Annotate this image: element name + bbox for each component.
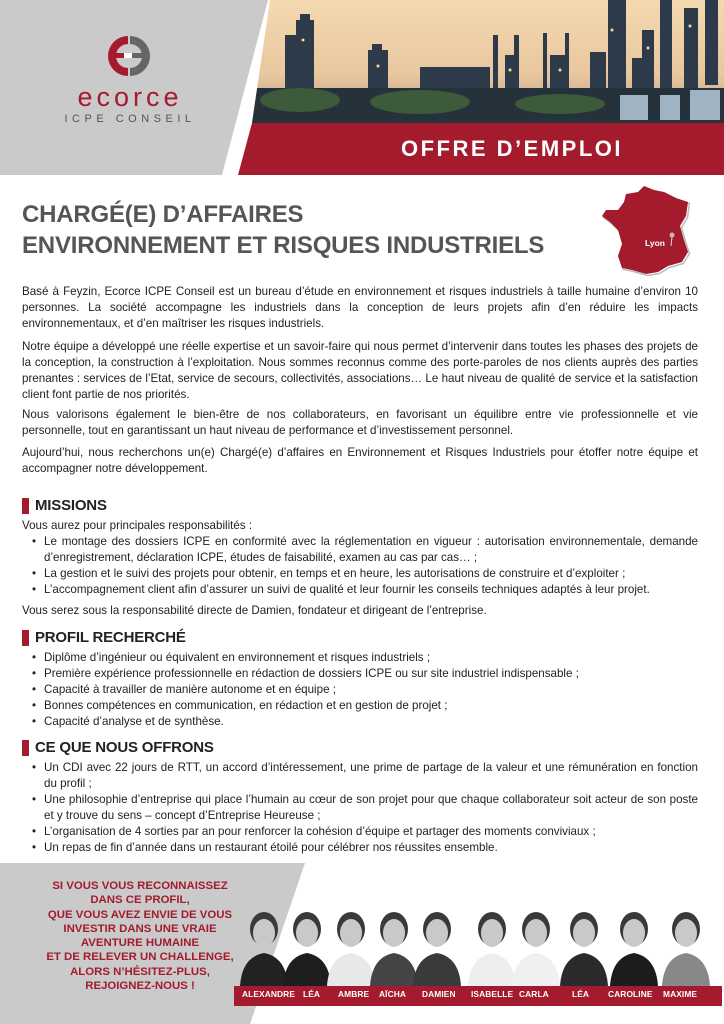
cta-line: DANS CE PROFIL, xyxy=(90,894,190,907)
list-item: • L’accompagnement client afin d’assurer un suivi de qualité et leur fournir les conseils techniques adaptés à leur projet. xyxy=(32,583,650,596)
missions-title: MISSIONS xyxy=(35,497,107,514)
cta-line: REJOIGNEZ-NOUS ! xyxy=(85,980,195,993)
job-title-line-1: CHARGÉ(E) D’AFFAIRES xyxy=(22,201,304,228)
offre-heading xyxy=(22,739,214,756)
team-member-portrait xyxy=(413,912,461,986)
team-member-portrait xyxy=(610,912,658,986)
bullet-icon: • xyxy=(32,715,37,728)
list-item: • Capacité d’analyse et de synthèse. xyxy=(32,715,224,728)
team-member-name: CARLA xyxy=(519,989,549,999)
missions-list xyxy=(32,534,698,598)
job-title xyxy=(22,199,544,261)
list-item: • Bonnes compétences en communication, en rédaction et en gestion de projet ; xyxy=(32,699,448,712)
header xyxy=(0,0,724,175)
team-member-name: ISABELLE xyxy=(471,989,514,999)
cta-line: AVENTURE HUMAINE xyxy=(80,937,200,950)
team-member-name: DAMIEN xyxy=(422,989,456,999)
bullet-icon: • xyxy=(32,583,37,596)
offre-list xyxy=(32,760,698,856)
team-member-portrait xyxy=(283,912,331,986)
profil-heading xyxy=(22,629,186,646)
list-item: • Une philosophie d’entreprise qui place l’humain au cœur de son projet pour que chaque collaborateur soit acteur de son poste et y trouve du sens – concept d’Entreprise Heureuse ; xyxy=(32,793,698,822)
bullet-icon: • xyxy=(32,841,37,854)
france-map-icon xyxy=(598,182,698,282)
team-member-name: ALEXANDRE xyxy=(242,989,296,999)
intro-paragraph-1: Basé à Feyzin, Ecorce ICPE Conseil est un bureau d’étude en environnement et risques industriels à taille humaine d’environ 10 personnes. La société accompagne les industriels dans la conception de leurs projets afin d’en réduire les impacts environnementaux, et d’en maîtriser les risques industriels. xyxy=(22,285,698,330)
cta-line: INVESTIR DANS UNE VRAIE xyxy=(63,922,217,935)
bullet-icon: • xyxy=(32,793,37,806)
cta-line: ALORS N’HÉSITEZ-PLUS, xyxy=(70,965,210,978)
list-item: • La gestion et le suivi des projets pour obtenir, en temps et en heure, les autorisations de construire et d’exploiter ; xyxy=(32,567,626,580)
section-marker xyxy=(22,498,29,514)
cta-line: SI VOUS VOUS RECONNAISSEZ xyxy=(52,880,228,892)
list-item: • Première expérience professionnelle en rédaction de dossiers ICPE ou sur site industriel indispensable ; xyxy=(32,667,579,680)
list-item: • Le montage des dossiers ICPE en conformité avec la réglementation en vigueur : autorisation environnementale, demande d’enregistrement, déclaration ICPE, études de faisabilité, examen au cas par cas… ; xyxy=(32,535,698,564)
missions-heading xyxy=(22,497,107,514)
team-member-name: AMBRE xyxy=(338,989,370,999)
list-item: • Un CDI avec 22 jours de RTT, un accord d’intéressement, une prime de partage de la valeur et une rémunération en fonction du profil ; xyxy=(32,761,698,790)
team-member-portrait xyxy=(240,912,288,986)
team-member-name: LÉA xyxy=(572,989,590,999)
bullet-icon: • xyxy=(32,567,37,580)
ecorce-logo xyxy=(40,30,220,130)
list-item: • L’organisation de 4 sorties par an pour renforcer la cohésion d’équipe et partager des moments conviviaux ; xyxy=(32,825,596,838)
bullet-icon: • xyxy=(32,667,37,680)
logo-wordmark: ecorce xyxy=(77,82,183,112)
team-member-portrait xyxy=(370,912,418,986)
team-member-portrait xyxy=(560,912,608,986)
team-member-portrait xyxy=(512,912,560,986)
missions-lead: Vous aurez pour principales responsabilités : xyxy=(22,519,253,532)
bullet-icon: • xyxy=(32,699,37,712)
bullet-icon: • xyxy=(32,761,37,774)
bullet-icon: • xyxy=(32,535,37,548)
bullet-icon: • xyxy=(32,825,37,838)
section-marker xyxy=(22,740,29,756)
bullet-icon: • xyxy=(32,651,37,664)
bullet-icon: • xyxy=(32,683,37,696)
missions-closing: Vous serez sous la responsabilité directe de Damien, fondateur et dirigeant de l’entreprise. xyxy=(22,604,487,617)
call-to-action xyxy=(20,879,260,993)
list-item: • Capacité à travailler de manière autonome et en équipe ; xyxy=(32,683,336,696)
profil-list xyxy=(32,650,698,730)
team-member-portrait xyxy=(468,912,516,986)
section-marker xyxy=(22,630,29,646)
team-member-name: MAXIME xyxy=(663,989,698,999)
offre-emploi-title: OFFRE D’EMPLOI xyxy=(401,136,623,161)
intro-paragraph-4: Aujourd’hui, nous recherchons un(e) Chargé(e) d’affaires en Environnement et Risques Industriels pour étoffer notre équipe et accompagner notre développement. xyxy=(22,446,698,475)
intro-paragraph-3: Nous valorisons également le bien-être de nos collaborateurs, en favorisant un équilibre entre vie professionnelle et vie personnelle, tout en garantissant un haut niveau de performance et d’investissement personnel. xyxy=(22,408,698,437)
team-member-name: AÏCHA xyxy=(379,989,407,999)
logo-subtitle: ICPE CONSEIL xyxy=(64,113,196,125)
offre-title: CE QUE NOUS OFFRONS xyxy=(35,739,214,756)
intro-paragraph-2: Notre équipe a développé une réelle expertise et un savoir-faire qui nous permet d’intervenir dans toutes les phases des projets de la conception, la construction à l’exploitation. Nous sommes reconnus comme des porte-paroles de nos clients auprès des parties prenantes : services de l’Etat, service de secours, collectivités, associations… Le haut niveau de qualité de service et la satisfaction client font partie de nos priorités. xyxy=(22,340,698,401)
profil-title: PROFIL RECHERCHÉ xyxy=(35,629,186,646)
job-title-line-2: ENVIRONNEMENT ET RISQUES INDUSTRIELS xyxy=(22,232,545,259)
ecorce-logo-icon xyxy=(106,34,150,78)
team-member-portrait xyxy=(327,912,375,986)
cta-line: QUE VOUS AVEZ ENVIE DE VOUS xyxy=(47,908,233,921)
list-item: • Un repas de fin d’année dans un restaurant étoilé pour célébrer nos réussites ensemble. xyxy=(32,841,498,854)
team-photo xyxy=(234,905,722,986)
team-member-name: LÉA xyxy=(303,989,321,999)
team-member-portrait xyxy=(662,912,710,986)
cta-line: ET DE RELEVER UN CHALLENGE, xyxy=(46,951,234,964)
list-item: • Diplôme d’ingénieur ou équivalent en environnement et risques industriels ; xyxy=(32,651,431,664)
team-member-name: CAROLINE xyxy=(608,989,653,999)
location-label: Lyon xyxy=(645,238,665,248)
